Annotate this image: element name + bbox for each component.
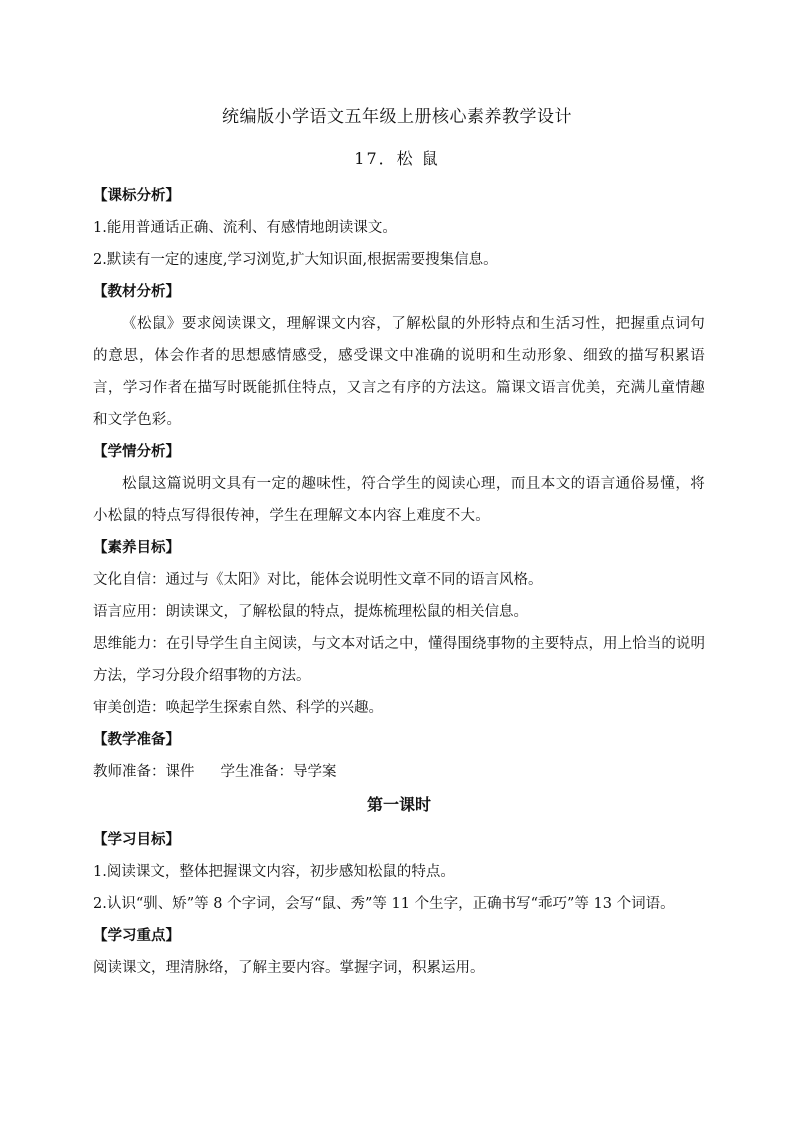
document-title: 统编版小学语文五年级上册核心素养教学设计 [222, 107, 572, 127]
textbook-paragraph: 《松鼠》要求阅读课文，理解课文内容，了解松鼠的外形特点和生活习性，把握重点词句的意思，体会作者的思想感情感受，感受课文中准确的说明和生动形象、细致的描写积累语言，学习作者在描写时既能抓住特点，又言之有序的方法这。篇课文语言优美，充满儿童情趣和文学色彩。 [93, 316, 705, 428]
focus-text: 阅读课文，理清脉络，了解主要内容。掌握字词，积累运用。 [93, 960, 485, 976]
section-heading-textbook: 【教材分析】 [93, 284, 180, 300]
section-heading-preparation: 【教学准备】 [93, 732, 180, 748]
section-heading-focus: 【学习重点】 [93, 928, 180, 944]
lesson-subtitle: 17．松 鼠 [354, 149, 440, 168]
objective-item: 1.阅读课文，整体把握课文内容，初步感知松鼠的特点。 [93, 864, 455, 880]
section-heading-students: 【学情分析】 [93, 444, 180, 460]
section-heading-goals: 【素养目标】 [93, 540, 180, 556]
preparation-line [93, 756, 705, 788]
objective-item: 2.认识“驯、矫”等 8 个字词，会写“鼠、秀”等 11 个生字，正确书写“乖巧”等 13 个词语。 [93, 896, 675, 912]
teacher-preparation: 教师准备：课件 [93, 764, 195, 780]
goal-item: 文化自信：通过与《太阳》对比，能体会说明性文章不同的语言风格。 [93, 572, 543, 588]
curriculum-item: 1.能用普通话正确、流利、有感情地朗读课文。 [93, 220, 397, 236]
goal-item: 审美创造：唤起学生探索自然、科学的兴趣。 [93, 700, 383, 716]
goal-item: 语言应用：朗读课文，了解松鼠的特点，提炼梳理松鼠的相关信息。 [93, 604, 528, 620]
goal-item: 思维能力：在引导学生自主阅读，与文本对话之中，懂得围绕事物的主要特点，用上恰当的说明方法，学习分段介绍事物的方法。 [93, 636, 705, 684]
curriculum-item: 2.默读有一定的速度,学习浏览,扩大知识面,根据需要搜集信息。 [93, 252, 498, 268]
document-body [93, 180, 705, 984]
student-preparation: 学生准备：导学案 [220, 764, 337, 780]
section-heading-curriculum: 【课标分析】 [93, 188, 180, 204]
lesson-title: 第一课时 [366, 795, 431, 814]
students-paragraph: 松鼠这篇说明文具有一定的趣味性，符合学生的阅读心理，而且本文的语言通俗易懂，将小松鼠的特点写得很传神，学生在理解文本内容上难度不大。 [93, 476, 705, 524]
section-heading-objectives: 【学习目标】 [93, 832, 180, 848]
